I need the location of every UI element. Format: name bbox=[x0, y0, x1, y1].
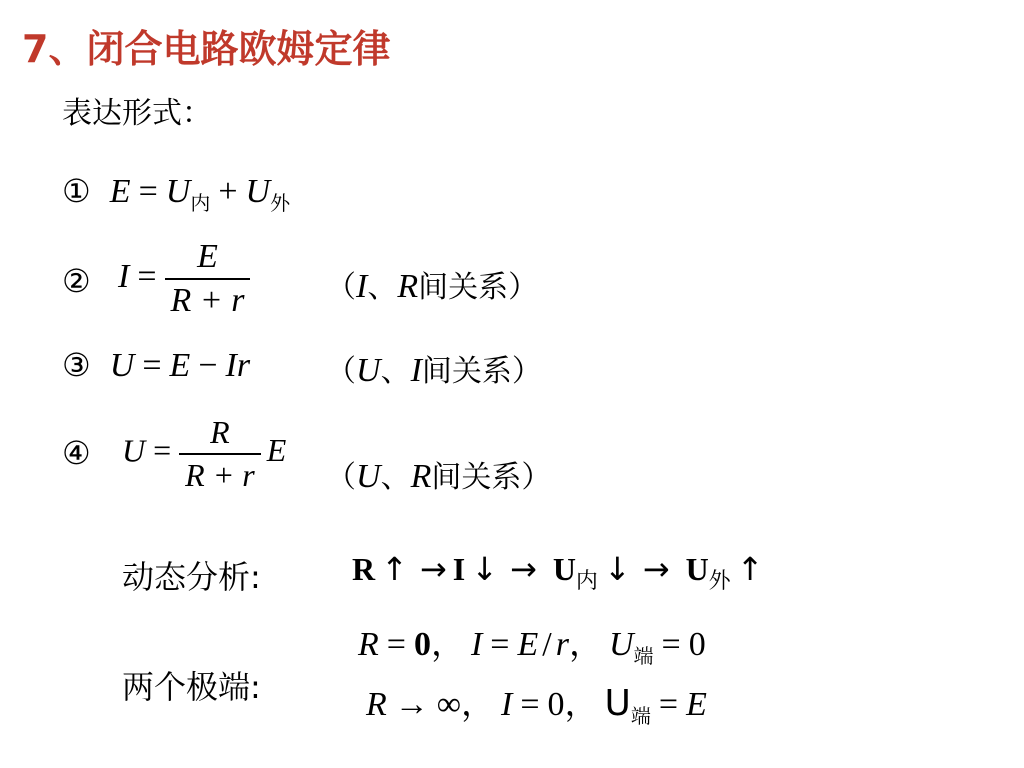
equals-sign: = bbox=[386, 626, 406, 663]
fraction-bar bbox=[179, 453, 261, 455]
symbol-U: U bbox=[109, 347, 135, 384]
formula-4-marker: ④ bbox=[62, 434, 91, 472]
infinity-symbol: ∞ bbox=[436, 686, 462, 723]
subscript-inner: 内 bbox=[190, 191, 211, 215]
equals-sign: = bbox=[490, 626, 510, 663]
arrow-down-icon: ↓ bbox=[471, 550, 498, 588]
equals-sign: = bbox=[661, 626, 681, 663]
fraction-numerator: R bbox=[210, 414, 230, 450]
dynamics-label: 动态分析: bbox=[122, 558, 261, 596]
fraction-denominator: R + r bbox=[170, 282, 245, 319]
symbol-U: U bbox=[245, 173, 271, 210]
formula-2-note: （I、R间关系） bbox=[326, 268, 539, 305]
fraction-denominator: R + r bbox=[185, 457, 255, 493]
symbol-I: I bbox=[501, 686, 513, 723]
dyn-step-I: I bbox=[452, 551, 466, 587]
value-zero: 0 bbox=[547, 686, 565, 723]
fraction-numerator: E bbox=[197, 238, 218, 275]
subscript-outer: 外 bbox=[708, 569, 731, 594]
symbol-R: R bbox=[366, 686, 387, 723]
arrow-right-icon: → bbox=[642, 550, 670, 588]
formula-2 bbox=[118, 238, 250, 320]
arrow-up-icon: ↑ bbox=[736, 550, 764, 588]
arrow-right-icon: → bbox=[510, 550, 537, 588]
arrow-down-icon: ↓ bbox=[603, 550, 631, 588]
dyn-step-R: R bbox=[352, 551, 376, 587]
formula-4-note: （U、R间关系） bbox=[326, 458, 552, 495]
comma: ， bbox=[430, 626, 465, 663]
formula-3-note: （U、I间关系） bbox=[326, 352, 542, 389]
subscript-outer: 外 bbox=[270, 191, 291, 215]
equals-sign: = bbox=[142, 347, 162, 384]
comma: ， bbox=[564, 686, 599, 723]
symbol-I: I bbox=[118, 257, 130, 295]
formula-1 bbox=[109, 173, 291, 215]
plus-sign: + bbox=[218, 173, 238, 210]
arrow-up-icon: ↑ bbox=[381, 550, 408, 588]
symbol-E: E bbox=[266, 432, 287, 469]
subscript-inner: 内 bbox=[575, 569, 598, 594]
formula-3 bbox=[110, 347, 250, 384]
arrow-right-icon: → bbox=[394, 686, 429, 723]
equals-sign: = bbox=[658, 686, 679, 723]
extremes-label: 两个极端: bbox=[122, 668, 261, 706]
equals-sign: = bbox=[153, 432, 172, 469]
symbol-I: I bbox=[470, 626, 483, 663]
symbol-Ir: Ir bbox=[225, 347, 251, 384]
formula-3-marker: ③ bbox=[62, 346, 91, 384]
formula-1-marker: ① bbox=[62, 172, 91, 210]
comma: ， bbox=[461, 686, 496, 723]
value-zero: 0 bbox=[688, 626, 706, 663]
fraction-bar bbox=[165, 278, 251, 280]
formula-3-row bbox=[62, 346, 250, 385]
extreme-case-1 bbox=[358, 616, 706, 669]
equals-sign: = bbox=[137, 257, 157, 295]
formula-1-row bbox=[62, 172, 290, 216]
equals-sign: = bbox=[520, 686, 540, 723]
dyn-step-U-outer: U bbox=[685, 551, 709, 587]
formula-2-marker: ② bbox=[62, 262, 91, 300]
dynamics-chain bbox=[352, 550, 770, 595]
slide-title: 7、闭合电路欧姆定律 bbox=[22, 27, 391, 71]
value-zero: 0 bbox=[413, 626, 431, 663]
symbol-E: E bbox=[169, 347, 191, 384]
fraction bbox=[179, 414, 261, 494]
subscript-terminal: 端 bbox=[633, 644, 654, 668]
symbol-R: R bbox=[358, 626, 379, 663]
symbol-E: E bbox=[686, 686, 707, 723]
comma: ， bbox=[568, 626, 603, 663]
slash: / bbox=[542, 626, 552, 663]
fraction bbox=[165, 238, 251, 320]
arrow-right-icon: → bbox=[419, 550, 447, 588]
formula-4 bbox=[122, 414, 286, 494]
symbol-U: U bbox=[122, 432, 146, 469]
equals-sign: = bbox=[138, 173, 158, 210]
symbol-r: r bbox=[555, 626, 569, 663]
minus-sign: − bbox=[198, 347, 218, 384]
dyn-step-U-inner: U bbox=[552, 551, 576, 587]
section-heading: 表达形式： bbox=[62, 96, 212, 131]
symbol-U: U bbox=[165, 173, 191, 210]
symbol-U: U bbox=[608, 626, 634, 663]
subscript-terminal: 端 bbox=[630, 704, 651, 728]
extreme-case-2 bbox=[366, 676, 707, 729]
symbol-E: E bbox=[109, 173, 131, 210]
symbol-E: E bbox=[517, 626, 539, 663]
symbol-U: U bbox=[604, 683, 631, 724]
